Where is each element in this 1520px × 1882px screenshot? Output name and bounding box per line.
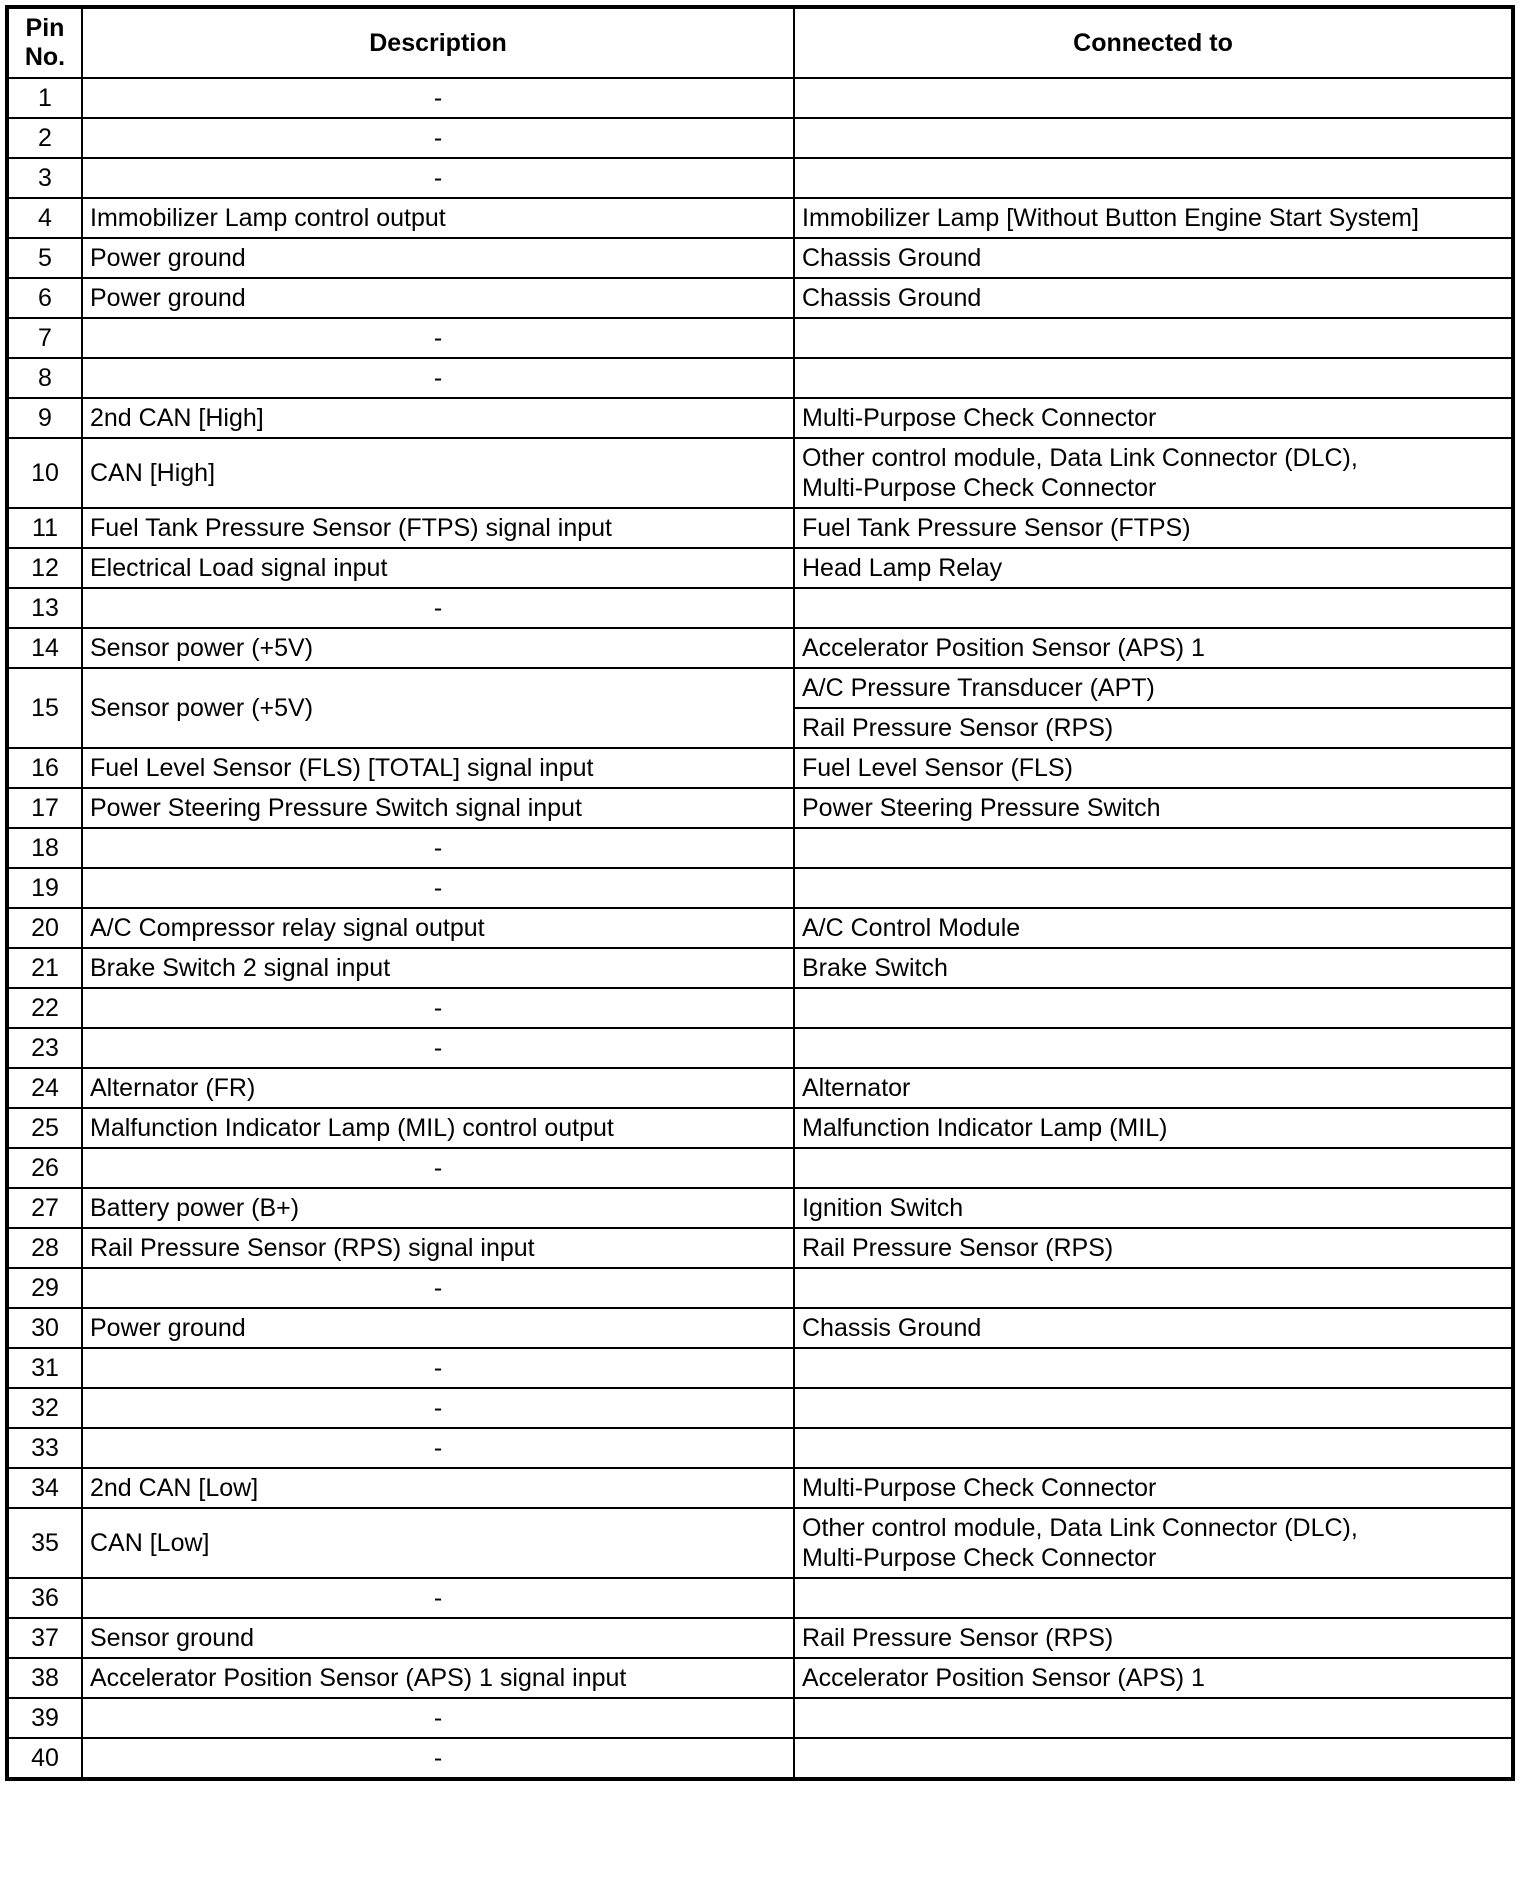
pin-description: - [82, 358, 794, 398]
pin-description: Accelerator Position Sensor (APS) 1 signal input [82, 1658, 794, 1698]
pin-description: - [82, 1428, 794, 1468]
pin-number: 20 [7, 908, 82, 948]
table-row [7, 988, 1513, 1028]
table-row [7, 1028, 1513, 1068]
pin-connected-to [794, 1618, 1513, 1658]
pin-connected-to [794, 1268, 1513, 1308]
table-row [7, 238, 1513, 278]
pin-connected-to [794, 1108, 1513, 1148]
pin-number: 33 [7, 1428, 82, 1468]
pin-number: 6 [7, 278, 82, 318]
table-row [7, 828, 1513, 868]
pin-connected-to [794, 238, 1513, 278]
pin-connected-to [794, 1698, 1513, 1738]
table-row [7, 628, 1513, 668]
connected-to-line: Rail Pressure Sensor (RPS) [802, 1624, 1114, 1652]
pin-description: Immobilizer Lamp control output [82, 198, 794, 238]
pin-number: 38 [7, 1658, 82, 1698]
pin-connected-to [794, 1578, 1513, 1618]
pin-connected-to [794, 1468, 1513, 1508]
connected-to-line: Other control module, Data Link Connector (DLC), [802, 444, 1358, 472]
pin-number: 39 [7, 1698, 82, 1738]
pin-description: Power ground [82, 1308, 794, 1348]
pin-description: - [82, 1028, 794, 1068]
pin-description: 2nd CAN [Low] [82, 1468, 794, 1508]
table-row [7, 1738, 1513, 1779]
pin-connected-to [794, 988, 1513, 1028]
pin-description: - [82, 828, 794, 868]
table-row [7, 1148, 1513, 1188]
pin-connected-to [794, 548, 1513, 588]
connected-to-line: Accelerator Position Sensor (APS) 1 [802, 634, 1205, 662]
pin-number: 4 [7, 198, 82, 238]
pin-number: 23 [7, 1028, 82, 1068]
connected-to-line: A/C Control Module [802, 914, 1021, 942]
pin-number: 14 [7, 628, 82, 668]
pin-connected-to [794, 1028, 1513, 1068]
pin-connected-to [794, 158, 1513, 198]
table-row [7, 1268, 1513, 1308]
table-row [7, 318, 1513, 358]
pin-number: 11 [7, 508, 82, 548]
table-row [7, 1618, 1513, 1658]
connected-to-line: Chassis Ground [802, 1314, 982, 1342]
pin-description: - [82, 1148, 794, 1188]
connected-to-line: Rail Pressure Sensor (RPS) [802, 1234, 1114, 1262]
pin-number: 12 [7, 548, 82, 588]
table-row [7, 278, 1513, 318]
pin-description: - [82, 868, 794, 908]
table-row [7, 1348, 1513, 1388]
pin-connected-to [794, 828, 1513, 868]
pin-number: 35 [7, 1508, 82, 1578]
pin-table-body [7, 78, 1513, 1779]
pin-connected-to: A/C Pressure Transducer (APT) [794, 668, 1513, 708]
table-row [7, 1578, 1513, 1618]
pin-description: - [82, 158, 794, 198]
pin-description: - [82, 318, 794, 358]
pin-number: 30 [7, 1308, 82, 1348]
connected-to-line: Brake Switch [802, 954, 948, 982]
pin-connected-to [794, 1228, 1513, 1268]
pin-number: 9 [7, 398, 82, 438]
pin-connected-to [794, 438, 1513, 508]
table-row [7, 1308, 1513, 1348]
pin-connected-to [794, 1188, 1513, 1228]
pin-connected-to [794, 508, 1513, 548]
connected-to-line: Ignition Switch [802, 1194, 964, 1222]
pin-number: 13 [7, 588, 82, 628]
table-row [7, 948, 1513, 988]
pin-description: Power ground [82, 278, 794, 318]
header-row [7, 7, 1513, 78]
pin-connected-to [794, 198, 1513, 238]
pin-number: 27 [7, 1188, 82, 1228]
connected-to-line: Immobilizer Lamp [Without Button Engine Start System] [802, 204, 1419, 232]
pin-number: 26 [7, 1148, 82, 1188]
pin-connected-to [794, 1388, 1513, 1428]
table-row [7, 788, 1513, 828]
pin-description: Power Steering Pressure Switch signal input [82, 788, 794, 828]
pin-description: A/C Compressor relay signal output [82, 908, 794, 948]
pin-description: Malfunction Indicator Lamp (MIL) control output [82, 1108, 794, 1148]
pin-number: 40 [7, 1738, 82, 1779]
connected-to-line: Fuel Level Sensor (FLS) [802, 754, 1073, 782]
pin-description: Sensor power (+5V) [82, 628, 794, 668]
pin-connected-to [794, 78, 1513, 118]
pin-connected-to [794, 908, 1513, 948]
pin-connected-to [794, 1068, 1513, 1108]
connected-to-line: Malfunction Indicator Lamp (MIL) [802, 1114, 1168, 1142]
connected-to-line: Alternator [802, 1074, 911, 1102]
pin-number: 28 [7, 1228, 82, 1268]
pin-connected-to [794, 1308, 1513, 1348]
pin-number: 15 [7, 668, 82, 748]
pin-description: CAN [Low] [82, 1508, 794, 1578]
pin-description: - [82, 1348, 794, 1388]
pin-table-container [5, 5, 1511, 1781]
pin-connected-to [794, 628, 1513, 668]
pin-number: 3 [7, 158, 82, 198]
pin-number: 31 [7, 1348, 82, 1388]
pin-connected-to [794, 1738, 1513, 1779]
pin-description: Sensor ground [82, 1618, 794, 1658]
table-row [7, 78, 1513, 118]
connected-to-line: Multi-Purpose Check Connector [802, 474, 1157, 502]
pin-description: - [82, 1388, 794, 1428]
pin-number: 34 [7, 1468, 82, 1508]
connected-to-line: Power Steering Pressure Switch [802, 794, 1161, 822]
pin-description: 2nd CAN [High] [82, 398, 794, 438]
pin-connected-to [794, 118, 1513, 158]
pin-description: CAN [High] [82, 438, 794, 508]
pin-number: 19 [7, 868, 82, 908]
pin-description: Fuel Level Sensor (FLS) [TOTAL] signal input [82, 748, 794, 788]
pin-number: 2 [7, 118, 82, 158]
pin-description: Battery power (B+) [82, 1188, 794, 1228]
pin-number: 29 [7, 1268, 82, 1308]
pin-description: - [82, 1698, 794, 1738]
connected-to-line: Multi-Purpose Check Connector [802, 404, 1157, 432]
pin-description: - [82, 588, 794, 628]
pin-connected-to [794, 1508, 1513, 1578]
pin-number: 17 [7, 788, 82, 828]
pin-connected-to [794, 868, 1513, 908]
pin-connected-to [794, 318, 1513, 358]
table-row [7, 1428, 1513, 1468]
connected-to-line: Accelerator Position Sensor (APS) 1 [802, 1664, 1205, 1692]
pin-description: Power ground [82, 238, 794, 278]
pin-connected-to [794, 588, 1513, 628]
pin-number: 5 [7, 238, 82, 278]
pin-number: 24 [7, 1068, 82, 1108]
pin-connected-to [794, 1658, 1513, 1698]
pin-connected-to [794, 1148, 1513, 1188]
pin-connected-to [794, 1348, 1513, 1388]
table-row [7, 1698, 1513, 1738]
table-row [7, 198, 1513, 238]
pin-number: 18 [7, 828, 82, 868]
table-row [7, 668, 1513, 708]
pin-description: - [82, 78, 794, 118]
table-row [7, 868, 1513, 908]
pin-number: 8 [7, 358, 82, 398]
pin-number: 37 [7, 1618, 82, 1658]
pin-number: 22 [7, 988, 82, 1028]
pin-table [5, 5, 1515, 1781]
table-row [7, 158, 1513, 198]
pin-connected-to: Rail Pressure Sensor (RPS) [794, 708, 1513, 748]
header-pin-no: Pin No. [7, 7, 82, 78]
table-row [7, 1108, 1513, 1148]
pin-description: Sensor power (+5V) [82, 668, 794, 748]
pin-number: 1 [7, 78, 82, 118]
table-row [7, 548, 1513, 588]
pin-connected-to [794, 398, 1513, 438]
pin-number: 10 [7, 438, 82, 508]
pin-connected-to [794, 278, 1513, 318]
table-row [7, 1508, 1513, 1578]
pin-description: - [82, 1738, 794, 1779]
pin-description: - [82, 118, 794, 158]
pin-connected-to [794, 358, 1513, 398]
pin-number: 16 [7, 748, 82, 788]
pin-description: - [82, 1578, 794, 1618]
connected-to-line: Multi-Purpose Check Connector [802, 1544, 1157, 1572]
header-description: Description [82, 7, 794, 78]
pin-description: Electrical Load signal input [82, 548, 794, 588]
table-row [7, 1068, 1513, 1108]
table-row [7, 1388, 1513, 1428]
table-row [7, 358, 1513, 398]
table-row [7, 588, 1513, 628]
table-row [7, 1658, 1513, 1698]
pin-description: Fuel Tank Pressure Sensor (FTPS) signal input [82, 508, 794, 548]
pin-description: - [82, 1268, 794, 1308]
pin-connected-to [794, 948, 1513, 988]
table-row [7, 438, 1513, 508]
pin-connected-to [794, 1428, 1513, 1468]
table-row [7, 398, 1513, 438]
connected-to-line: Head Lamp Relay [802, 554, 1003, 582]
table-row [7, 908, 1513, 948]
pin-description: - [82, 988, 794, 1028]
pin-connected-to [794, 748, 1513, 788]
table-row [7, 118, 1513, 158]
pin-number: 21 [7, 948, 82, 988]
pin-description: Alternator (FR) [82, 1068, 794, 1108]
table-row [7, 1188, 1513, 1228]
pin-number: 32 [7, 1388, 82, 1428]
connected-to-line: Chassis Ground [802, 284, 982, 312]
table-row [7, 1468, 1513, 1508]
pin-description: Brake Switch 2 signal input [82, 948, 794, 988]
connected-to-line: Chassis Ground [802, 244, 982, 272]
connected-to-line: Other control module, Data Link Connector (DLC), [802, 1514, 1358, 1542]
connected-to-line: Fuel Tank Pressure Sensor (FTPS) [802, 514, 1191, 542]
pin-number: 36 [7, 1578, 82, 1618]
table-row [7, 1228, 1513, 1268]
pin-connected-to [794, 788, 1513, 828]
table-row [7, 748, 1513, 788]
connected-to-line: Multi-Purpose Check Connector [802, 1474, 1157, 1502]
header-connected-to: Connected to [794, 7, 1513, 78]
pin-number: 7 [7, 318, 82, 358]
pin-description: Rail Pressure Sensor (RPS) signal input [82, 1228, 794, 1268]
table-row [7, 508, 1513, 548]
pin-number: 25 [7, 1108, 82, 1148]
